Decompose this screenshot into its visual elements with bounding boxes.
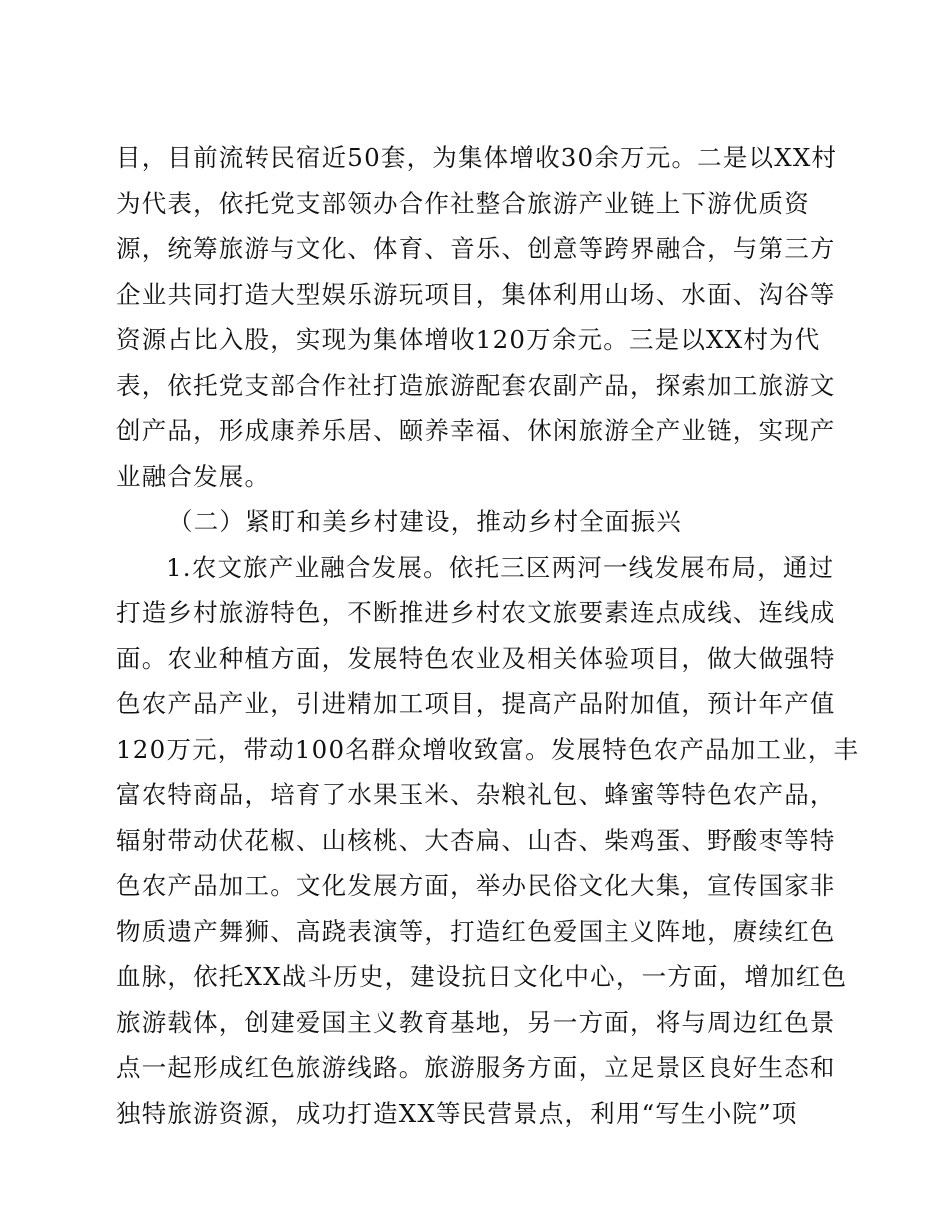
body-line: 点一起形成红色旅游线路。旅游服务方面，立足景区良好生态和 — [116, 1053, 836, 1082]
body-line: 业融合发展。 — [116, 461, 271, 491]
paragraph-start-line: 1.农文旅产业融合发展。依托三区两河一线发展布局，通过 — [166, 552, 835, 582]
body-line: 独特旅游资源，成功打造XX等民营景点，利用“写生小院”项 — [116, 1098, 798, 1128]
body-line: 旅游载体，创建爱国主义教育基地，另一方面，将与周边红色景 — [116, 1007, 836, 1037]
body-line: 创产品，形成康养乐居、颐养幸福、休闲旅游全产业链，实现产 — [116, 416, 836, 445]
body-line: 为代表，依托党支部领办合作社整合旅游产业链上下游优质资 — [116, 188, 810, 218]
body-line: 色农产品加工。文化发展方面，举办民俗文化大集，宣传国家非 — [116, 871, 836, 900]
body-line: 表，依托党支部合作社打造旅游配套农副产品，探索加工旅游文 — [116, 370, 836, 400]
body-line: 色农产品产业，引进精加工项目，提高产品附加值，预计年产值 — [116, 689, 836, 718]
body-line: 120万元，带动100名群众增收致富。发展特色农产品加工业，丰 — [116, 734, 860, 764]
body-line: 打造乡村旅游特色，不断推进乡村农文旅要素连点成线、连线成 — [116, 598, 836, 627]
document-body — [116, 135, 860, 1136]
body-line: 面。农业种植方面，发展特色农业及相关体验项目，做大做强特 — [116, 643, 836, 673]
body-line: 血脉，依托XX战斗历史，建设抗日文化中心，一方面，增加红色 — [116, 962, 848, 991]
body-line: 源，统筹旅游与文化、体育、音乐、创意等跨界融合，与第三方 — [116, 234, 836, 263]
section-heading: （二）紧盯和美乡村建设，推动乡村全面振兴 — [168, 507, 682, 536]
body-line: 辐射带动伏花椒、山核桃、大杏扁、山杏、柴鸡蛋、野酸枣等特 — [116, 825, 836, 855]
body-line: 目，目前流转民宿近50套，为集体增收30余万元。二是以XX村 — [116, 143, 838, 172]
body-line: 富农特商品，培育了水果玉米、杂粮礼包、蜂蜜等特色农产品， — [116, 780, 836, 809]
body-line: 企业共同打造大型娱乐游玩项目，集体利用山场、水面、沟谷等 — [116, 279, 836, 309]
body-line: 物质遗产舞狮、高跷表演等，打造红色爱国主义阵地，赓续红色 — [116, 916, 836, 946]
body-line: 资源占比入股，实现为集体增收120万余元。三是以XX村为代 — [116, 325, 821, 354]
